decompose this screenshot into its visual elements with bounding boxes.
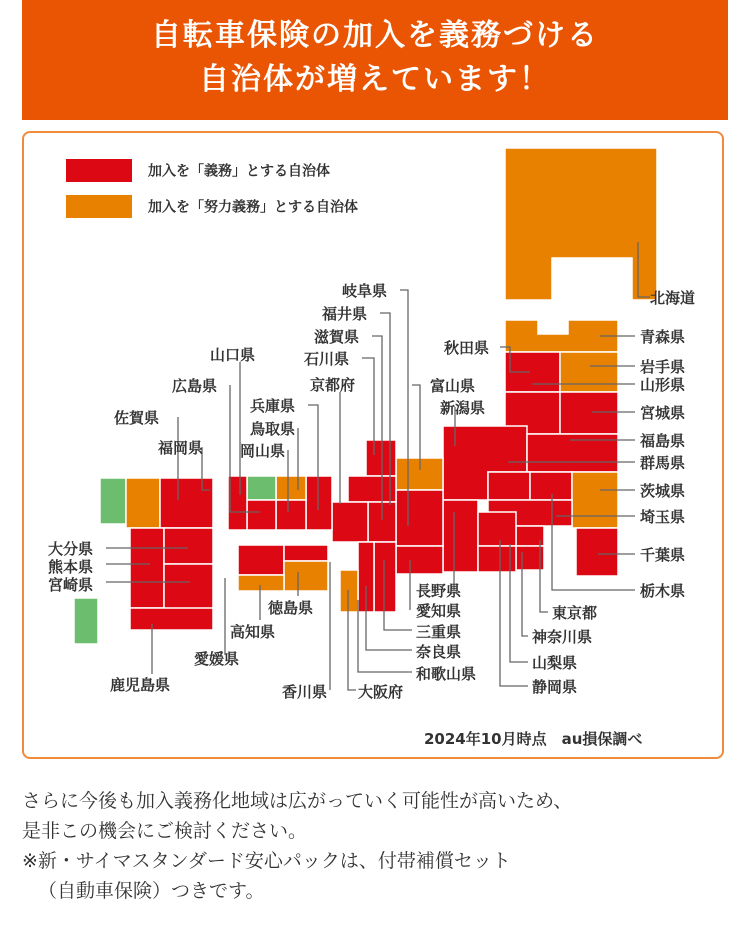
region-kumamoto: [130, 528, 164, 608]
region-saga: [126, 478, 160, 528]
body-line-4: （自動車保険）つきです。: [38, 880, 265, 902]
region-kagawa: [284, 545, 328, 561]
label-gunma: 群馬県: [640, 454, 686, 472]
region-yamanashi: [478, 512, 516, 546]
region-okinawa: [74, 598, 98, 644]
label-iwate: 岩手県: [640, 358, 686, 376]
label-hyogo: 兵庫県: [250, 397, 296, 415]
label-yamaguchi: 山口県: [210, 346, 256, 364]
label-ishikawa: 石川県: [304, 350, 350, 368]
region-mie: [374, 542, 396, 612]
label-akita: 秋田県: [444, 339, 490, 357]
headline-line-1: 自転車保険の加入を義務づける: [151, 18, 599, 53]
region-nagasaki: [100, 478, 126, 524]
label-hiroshima: 広島県: [172, 377, 218, 395]
region-ishikawa: [366, 440, 396, 476]
label-tochigi: 栃木県: [640, 582, 686, 600]
label-chiba: 千葉県: [640, 546, 686, 564]
region-kochi: [238, 575, 284, 591]
label-yamagata: 山形県: [640, 376, 686, 394]
label-kochi: 高知県: [230, 623, 276, 641]
label-toyama: 富山県: [430, 377, 476, 395]
label-aomori: 青森県: [640, 328, 686, 346]
legend-mandatory-label: 加入を「義務」とする自治体: [148, 163, 330, 180]
label-hokkaido: 北海道: [650, 289, 696, 307]
region-miyagi: [560, 392, 618, 434]
label-ehime: 愛媛県: [194, 650, 240, 668]
region-aichi: [396, 546, 443, 574]
label-wakayama: 和歌山県: [416, 665, 477, 683]
body-line-1: さらに今後も加入義務化地域は広がっていく可能性が高いため、: [22, 790, 573, 812]
label-nara: 奈良県: [416, 643, 462, 661]
label-tokushima: 徳島県: [268, 599, 314, 617]
region-gifu: [396, 490, 443, 546]
region-fukuoka: [160, 478, 213, 528]
label-aichi: 愛知県: [416, 602, 462, 620]
label-fukushima: 福島県: [640, 432, 686, 450]
label-yamanashi: 山梨県: [532, 654, 578, 672]
label-kanagawa: 神奈川県: [532, 628, 593, 646]
region-kyoto: [332, 502, 368, 542]
label-saga: 佐賀県: [114, 409, 160, 427]
region-shimane: [247, 476, 276, 500]
label-gifu: 岐阜県: [342, 282, 388, 300]
region-oita: [164, 528, 213, 564]
region-hiroshima: [247, 500, 276, 530]
label-fukuoka: 福岡県: [158, 439, 204, 457]
label-fukui: 福井県: [322, 305, 368, 323]
region-tottori: [276, 476, 306, 500]
label-okayama: 岡山県: [240, 442, 286, 460]
region-miyazaki: [164, 564, 213, 614]
body-line-2: 是非この機会にご検討ください。: [22, 820, 308, 842]
source-note: 2024年10月時点 au損保調べ: [424, 730, 643, 748]
label-saitama: 埼玉県: [640, 508, 686, 526]
region-kagoshima: [130, 608, 213, 630]
region-ibaraki: [572, 472, 618, 528]
region-tokushima: [284, 561, 328, 591]
label-ibaraki: 茨城県: [640, 482, 686, 500]
label-kumamoto: 熊本県: [48, 558, 94, 576]
region-fukui: [348, 476, 396, 502]
region-hokkaido: [505, 148, 657, 300]
headline-line-2: 自治体が増えています！: [199, 62, 551, 97]
label-nagano: 長野県: [416, 582, 462, 600]
label-shiga: 滋賀県: [314, 328, 360, 346]
label-miyagi: 宮城県: [640, 404, 686, 422]
region-gunma: [488, 472, 530, 500]
body-text: [22, 786, 732, 906]
label-miyazaki: 宮崎県: [48, 576, 94, 594]
legend-effort-label: 加入を「努力義務」とする自治体: [148, 199, 358, 216]
region-iwate: [560, 352, 618, 392]
label-kyoto: 京都府: [310, 376, 356, 394]
body-line-3: ※新・サイマスタンダード安心パックは、付帯補償セット: [22, 850, 511, 872]
label-tottori: 鳥取県: [250, 420, 296, 438]
label-kagawa: 香川県: [282, 683, 328, 701]
label-niigata: 新潟県: [440, 399, 486, 417]
label-mie: 三重県: [416, 623, 462, 641]
region-nagano: [443, 500, 478, 572]
region-ehime: [238, 545, 284, 575]
label-tokyo: 東京都: [552, 604, 598, 622]
label-oita: 大分県: [48, 540, 94, 558]
region-hyogo: [306, 476, 332, 530]
region-chiba: [576, 528, 618, 576]
region-osaka: [340, 570, 358, 612]
label-shizuoka: 静岡県: [532, 678, 578, 696]
region-yamaguchi: [228, 476, 247, 530]
region-tochigi: [530, 472, 572, 500]
label-kagoshima: 鹿児島県: [110, 676, 171, 694]
label-osaka: 大阪府: [358, 683, 404, 701]
region-okayama: [276, 500, 306, 530]
